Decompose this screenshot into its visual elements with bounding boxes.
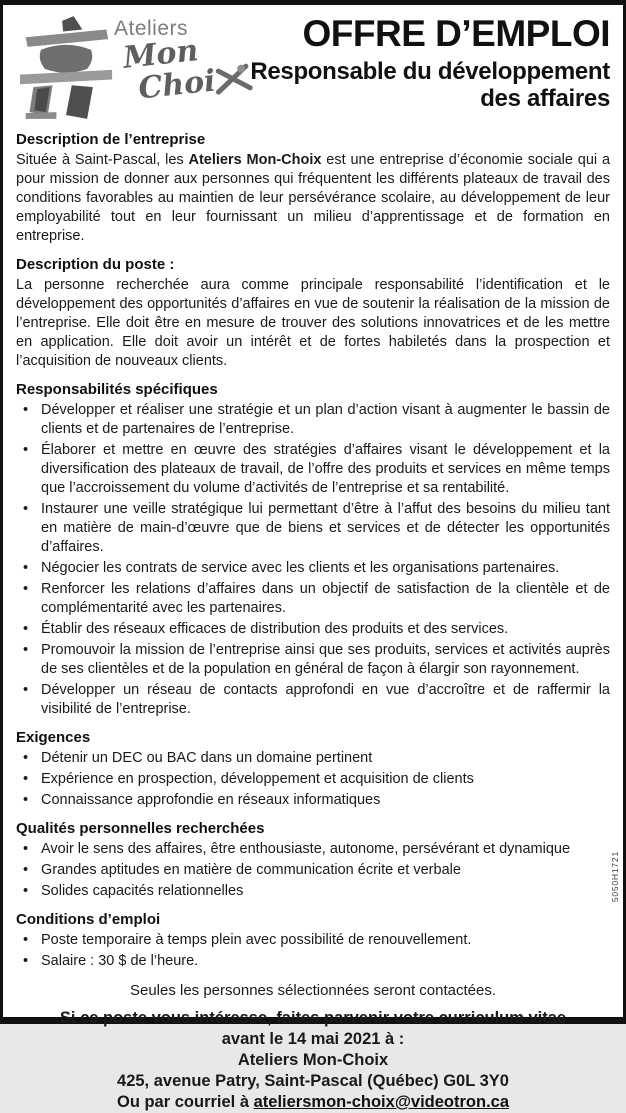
email-link[interactable]: ateliersmon-choix@videotron.ca bbox=[253, 1093, 510, 1111]
logo-wordmark bbox=[114, 17, 234, 111]
list-item: • Poste temporaire à temps plein avec possibilité de renouvellement. bbox=[16, 931, 610, 950]
list-item: • Promouvoir la mission de l’entreprise ainsi que ses produits, services et activités auprès de ses clientèles et de la population en général de façon à élargir son rayonnement. bbox=[16, 641, 610, 679]
requirements-list bbox=[16, 749, 610, 810]
list-item: • Grandes aptitudes en matière de communication écrite et verbale bbox=[16, 861, 610, 880]
list-item: • Détenir un DEC ou BAC dans un domaine pertinent bbox=[16, 749, 610, 768]
contact-company-name: Ateliers Mon-Choix bbox=[237, 1051, 389, 1069]
inukshuk-logo-icon bbox=[18, 13, 114, 126]
heading-qualities: Qualités personnelles recherchées bbox=[16, 820, 265, 837]
heading-position-description: Description du poste : bbox=[16, 256, 175, 273]
cta-line-1: Si ce poste vous intéresse, faites parvenir votre curriculum vitae bbox=[59, 1009, 567, 1027]
job-title: Responsable du développement des affaires bbox=[250, 57, 610, 113]
list-item: • Instaurer une veille stratégique lui permettant d’être à l’affut des besoins du milieu tant en matière de main-d’œuvre que de biens et services et de détecter les opportunités d’affaires. bbox=[16, 500, 610, 557]
title-block bbox=[231, 9, 610, 113]
list-item: • Développer un réseau de contacts approfondi en vue d’accroître et de raffermir la visibilité de l’entreprise. bbox=[16, 681, 610, 719]
list-item: • Développer et réaliser une stratégie et un plan d’action visant à augmenter le bassin de clients et de partenaires de l’entreprise. bbox=[16, 401, 610, 439]
list-item: • Salaire : 30 $ de l’heure. bbox=[16, 952, 610, 971]
list-item: • Solides capacités relationnelles bbox=[16, 882, 610, 901]
contact-email-line: Ou par courriel à ateliersmon-choix@videotron.ca bbox=[116, 1093, 510, 1111]
heading-responsibilities: Responsabilités spécifiques bbox=[16, 381, 218, 398]
ad-reference-code: 5050H1721 bbox=[610, 851, 620, 903]
x-person-icon bbox=[212, 60, 256, 101]
heading-conditions: Conditions d’emploi bbox=[16, 911, 161, 928]
list-item: • Expérience en prospection, développement et acquisition de clients bbox=[16, 770, 610, 789]
header bbox=[16, 9, 610, 121]
list-item: • Établir des réseaux efficaces de distribution des produits et des services. bbox=[16, 620, 610, 639]
logo-word-ateliers: Ateliers bbox=[114, 17, 189, 40]
application-instructions bbox=[16, 1008, 610, 1113]
company-description-text: Située à Saint-Pascal, les Ateliers Mon-Choix est une entreprise d’économie sociale qui a pour mission de donner aux personnes qui fréquentent les différents plateaux de travail des conditions favorables au maintien de leur persévérance scolaire, au développement de leur employabilité tout en leur fournissant un milieu d’apprentissage et de formation en entreprise. bbox=[16, 152, 611, 244]
cta-line-2: avant le 14 mai 2021 à : bbox=[221, 1030, 405, 1048]
page-title: OFFRE D’EMPLOI bbox=[302, 13, 610, 54]
qualities-list bbox=[16, 840, 610, 901]
list-item: • Élaborer et mettre en œuvre des stratégies d’affaires visant le développement et la diversification des plateaux de travail, de l’offre des produits et services en même temps que l’accroissement du volume d’activités de l’entreprise et sa rentabilité. bbox=[16, 441, 610, 498]
list-item: • Avoir le sens des affaires, être enthousiaste, autonome, persévérant et dynamique bbox=[16, 840, 610, 859]
selection-note: Seules les personnes sélectionnées seront contactées. bbox=[129, 982, 497, 999]
company-logo bbox=[16, 9, 231, 121]
list-item: • Négocier les contrats de service avec les clients et les organisations partenaires. bbox=[16, 559, 610, 578]
responsibilities-list bbox=[16, 401, 610, 719]
heading-company-description: Description de l’entreprise bbox=[16, 131, 206, 148]
company-name-inline: Ateliers Mon-Choix bbox=[188, 152, 322, 168]
conditions-list bbox=[16, 931, 610, 971]
logo-word-mon-choix: Mon Choi bbox=[122, 33, 240, 110]
heading-requirements: Exigences bbox=[16, 729, 91, 746]
position-description-text: La personne recherchée aura comme principale responsabilité l’identification et le développement des opportunités d’affaires en vue de soutenir la réalisation de la mission de l’entreprise. Elle doit être en mesure de trouver des solutions innovatrices et de les mettre en application. Elle doit avoir un intérêt et de fortes habiletés dans la prospection et l’acquisition de nouveaux clients. bbox=[16, 277, 610, 369]
list-item: • Connaissance approfondie en réseaux informatiques bbox=[16, 791, 610, 810]
list-item: • Renforcer les relations d’affaires dans un objectif de satisfaction de la clientèle et de complémentarité avec les partenaires. bbox=[16, 580, 610, 618]
contact-address: 425, avenue Patry, Saint-Pascal (Québec) G0L 3Y0 bbox=[117, 1072, 509, 1090]
